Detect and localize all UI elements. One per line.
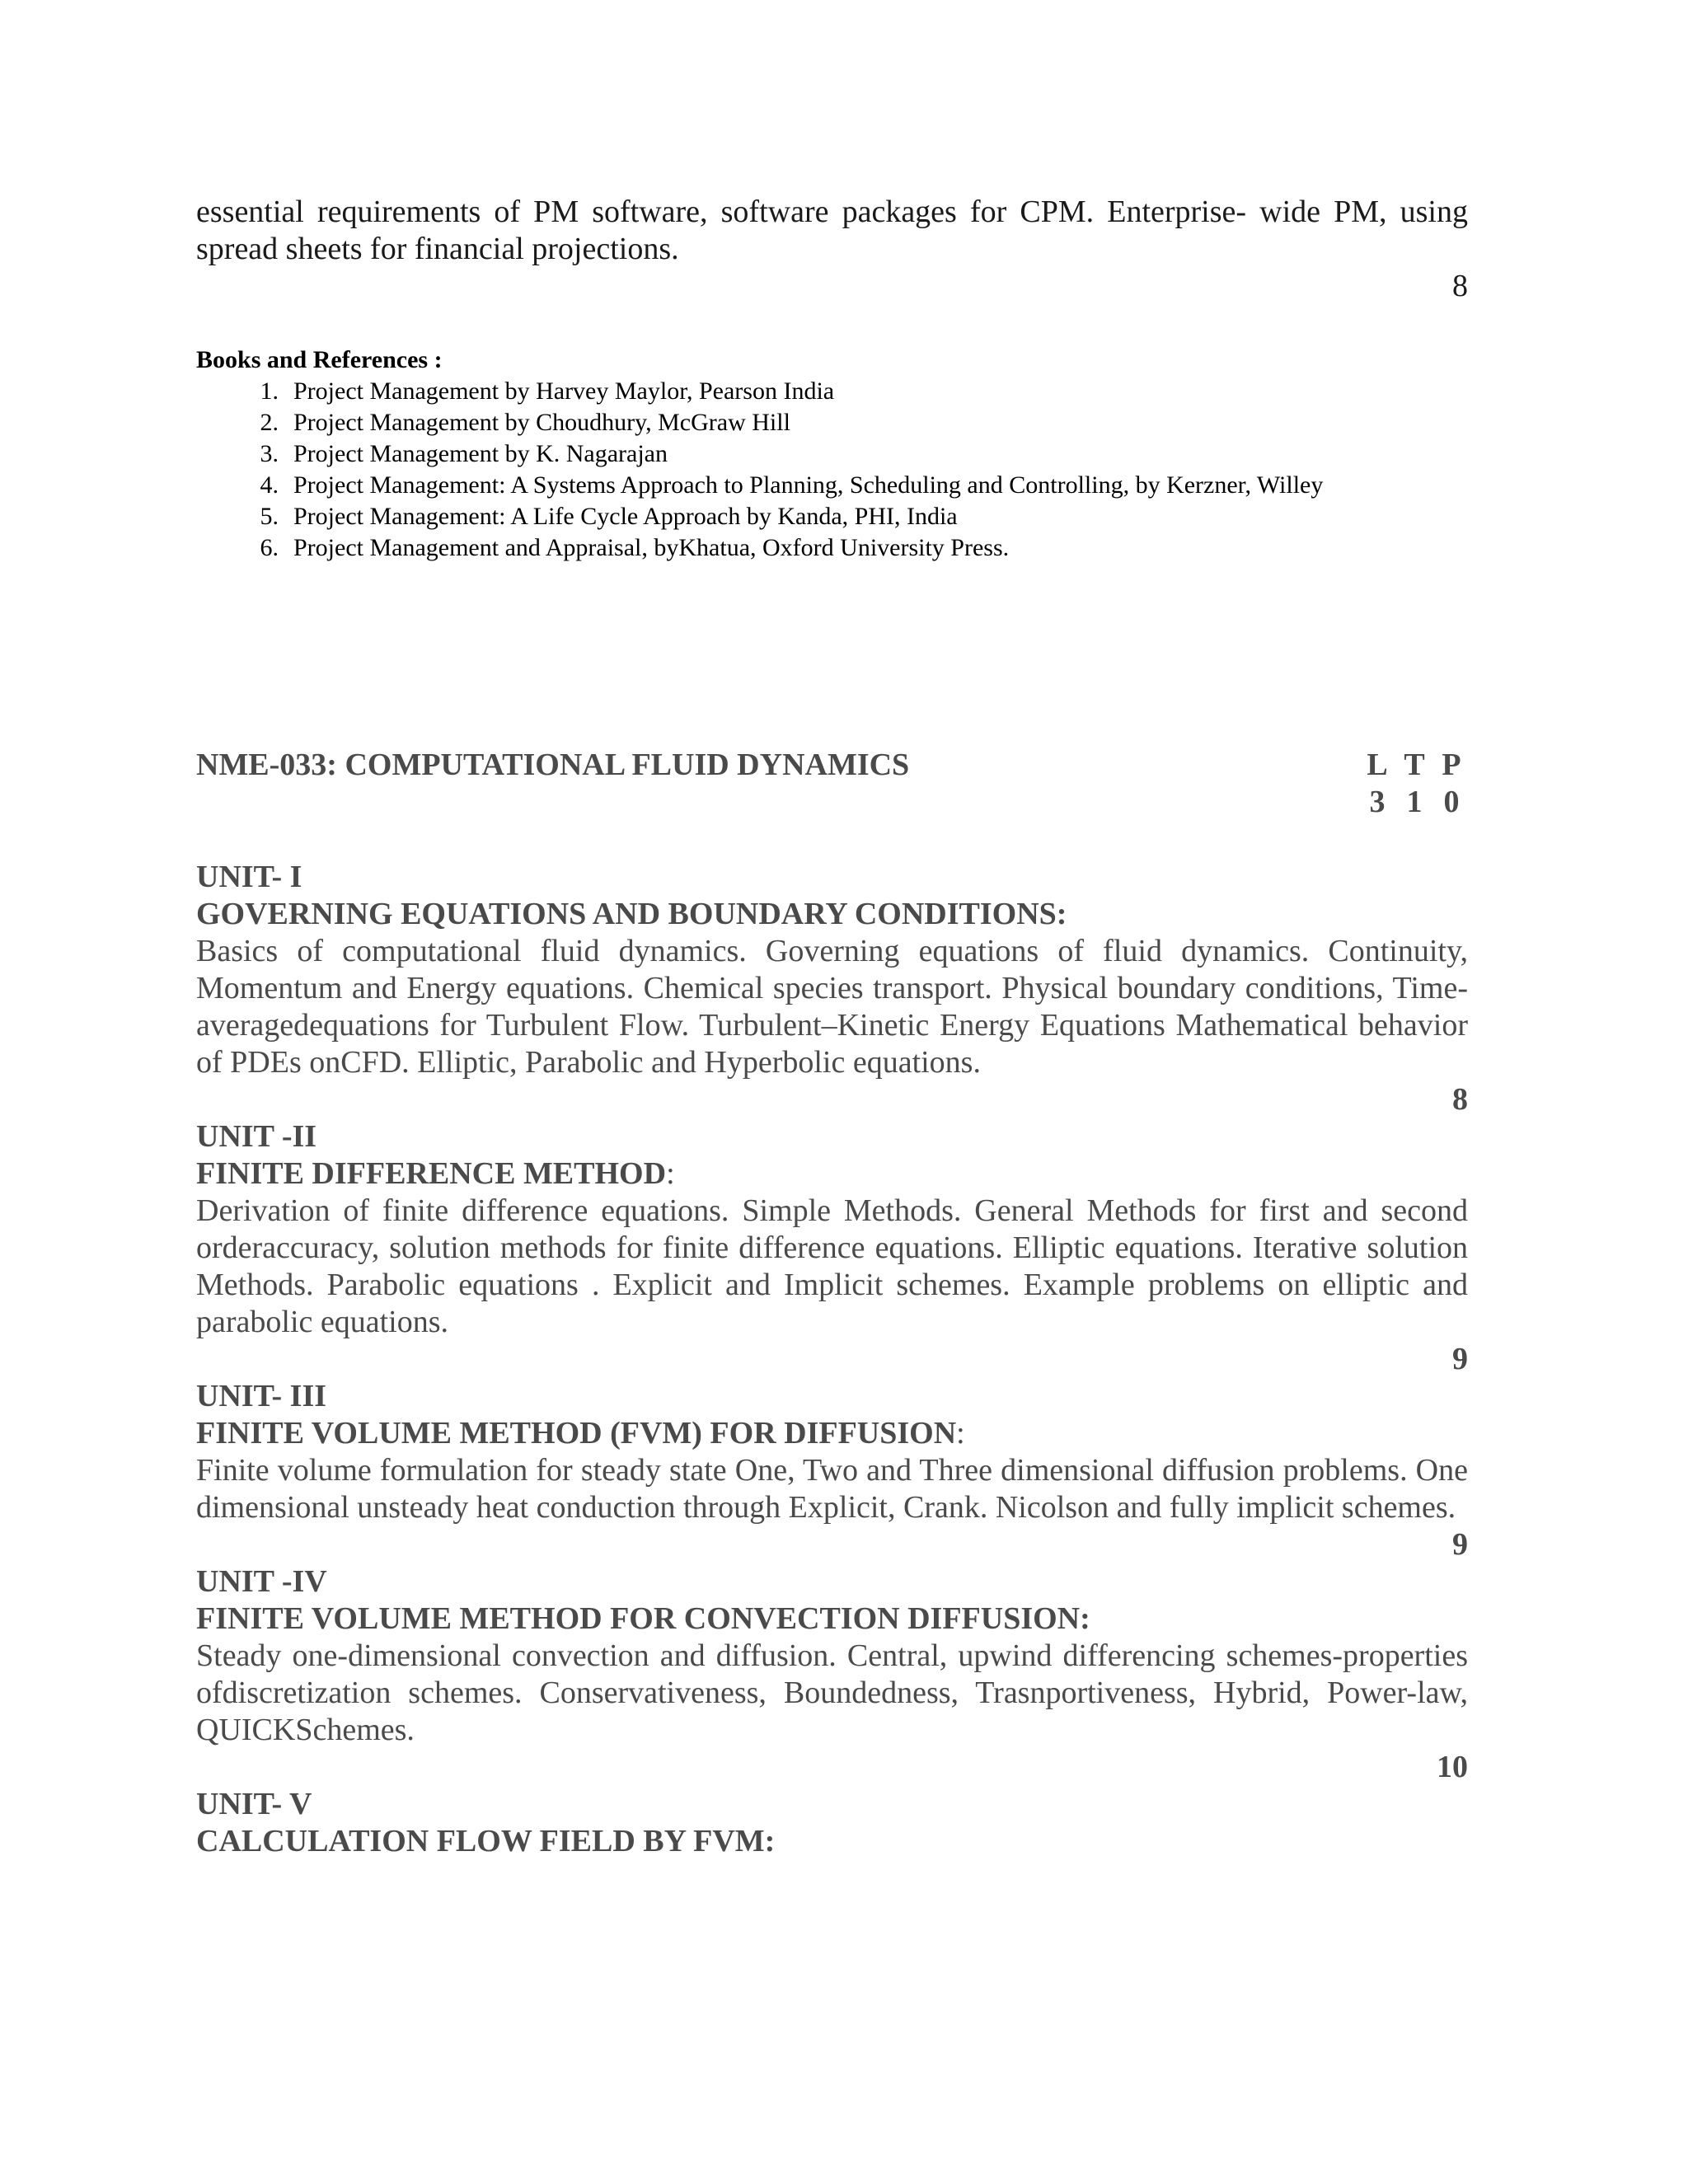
ltp-table xyxy=(1361,747,1468,821)
unit-body: Finite volume formulation for steady state One, Two and Three dimensional diffusion problems. One dimensional unsteady heat conduction through Explicit, Crank. Nicolson and fully implicit schemes. xyxy=(196,1453,1468,1525)
unit-label: UNIT- III xyxy=(196,1379,327,1413)
unit-hours: 9 xyxy=(1452,1342,1468,1376)
unit-label: UNIT -IV xyxy=(196,1564,327,1599)
unit-title: FINITE VOLUME METHOD FOR CONVECTION DIFFUSION: xyxy=(196,1601,1090,1636)
references-heading: Books and References : xyxy=(196,346,443,373)
document-page xyxy=(196,194,1468,1860)
unit-1 xyxy=(196,859,1468,1118)
intro-hours: 8 xyxy=(1452,269,1468,303)
course-header xyxy=(196,747,1468,823)
reference-item: 5. Project Management: A Life Cycle Approach by Kanda, PHI, India xyxy=(260,503,958,530)
unit-hours: 10 xyxy=(1437,1750,1468,1784)
unit-body: Steady one-dimensional convection and diffusion. Central, upwind differencing schemes-properties ofdiscretization schemes. Conservativeness, Boundedness, Trasnportiveness, Hybrid, Power-law, QUICKSchemes. xyxy=(196,1638,1468,1747)
ltp-labels: L T P xyxy=(1367,748,1461,782)
unit-title: FINITE VOLUME METHOD (FVM) FOR DIFFUSION: xyxy=(196,1416,965,1451)
reference-item: 4. Project Management: A Systems Approach to Planning, Scheduling and Controlling, by Kerzner, Willey xyxy=(260,471,1324,499)
unit-label: UNIT- V xyxy=(196,1787,312,1821)
reference-item: 3. Project Management by K. Nagarajan xyxy=(260,440,668,467)
unit-label: UNIT -II xyxy=(196,1119,317,1154)
course-title: NME-033: COMPUTATIONAL FLUID DYNAMICS xyxy=(196,748,910,782)
unit-5 xyxy=(196,1786,1468,1860)
unit-3 xyxy=(196,1378,1468,1563)
unit-title: GOVERNING EQUATIONS AND BOUNDARY CONDITIONS: xyxy=(196,897,1067,931)
unit-hours: 9 xyxy=(1452,1527,1468,1562)
intro-paragraph: essential requirements of PM software, software packages for CPM. Enterprise- wide PM, using spread sheets for financial projections. xyxy=(196,194,1468,266)
reference-item: 1. Project Management by Harvey Maylor, Pearson India xyxy=(260,377,835,405)
unit-4 xyxy=(196,1563,1468,1786)
references-list xyxy=(196,376,1468,564)
reference-item: 6. Project Management and Appraisal, byKhatua, Oxford University Press. xyxy=(260,534,1010,561)
ltp-values: 3 1 0 xyxy=(1369,785,1460,819)
unit-body: Derivation of finite difference equations. Simple Methods. General Methods for first and second orderaccuracy, solution methods for finite difference equations. Elliptic equations. Iterative solution Methods. Parabolic equations . Explicit and Implicit schemes. Example problems on elliptic and parabolic equations. xyxy=(196,1193,1468,1339)
unit-title: CALCULATION FLOW FIELD BY FVM: xyxy=(196,1824,776,1858)
unit-hours: 8 xyxy=(1452,1082,1468,1117)
unit-label: UNIT- I xyxy=(196,860,302,894)
unit-2 xyxy=(196,1118,1468,1378)
unit-body: Basics of computational fluid dynamics. Governing equations of fluid dynamics. Continuity, Momentum and Energy equations. Chemical species transport. Physical boundary conditions, Time-averagedequations for Turbulent Flow. Turbulent–Kinetic Energy Equations Mathematical behavior of PDEs onCFD. Elliptic, Parabolic and Hyperbolic equations. xyxy=(196,934,1468,1080)
reference-item: 2. Project Management by Choudhury, McGraw Hill xyxy=(260,409,790,436)
unit-title: FINITE DIFFERENCE METHOD: xyxy=(196,1156,675,1191)
